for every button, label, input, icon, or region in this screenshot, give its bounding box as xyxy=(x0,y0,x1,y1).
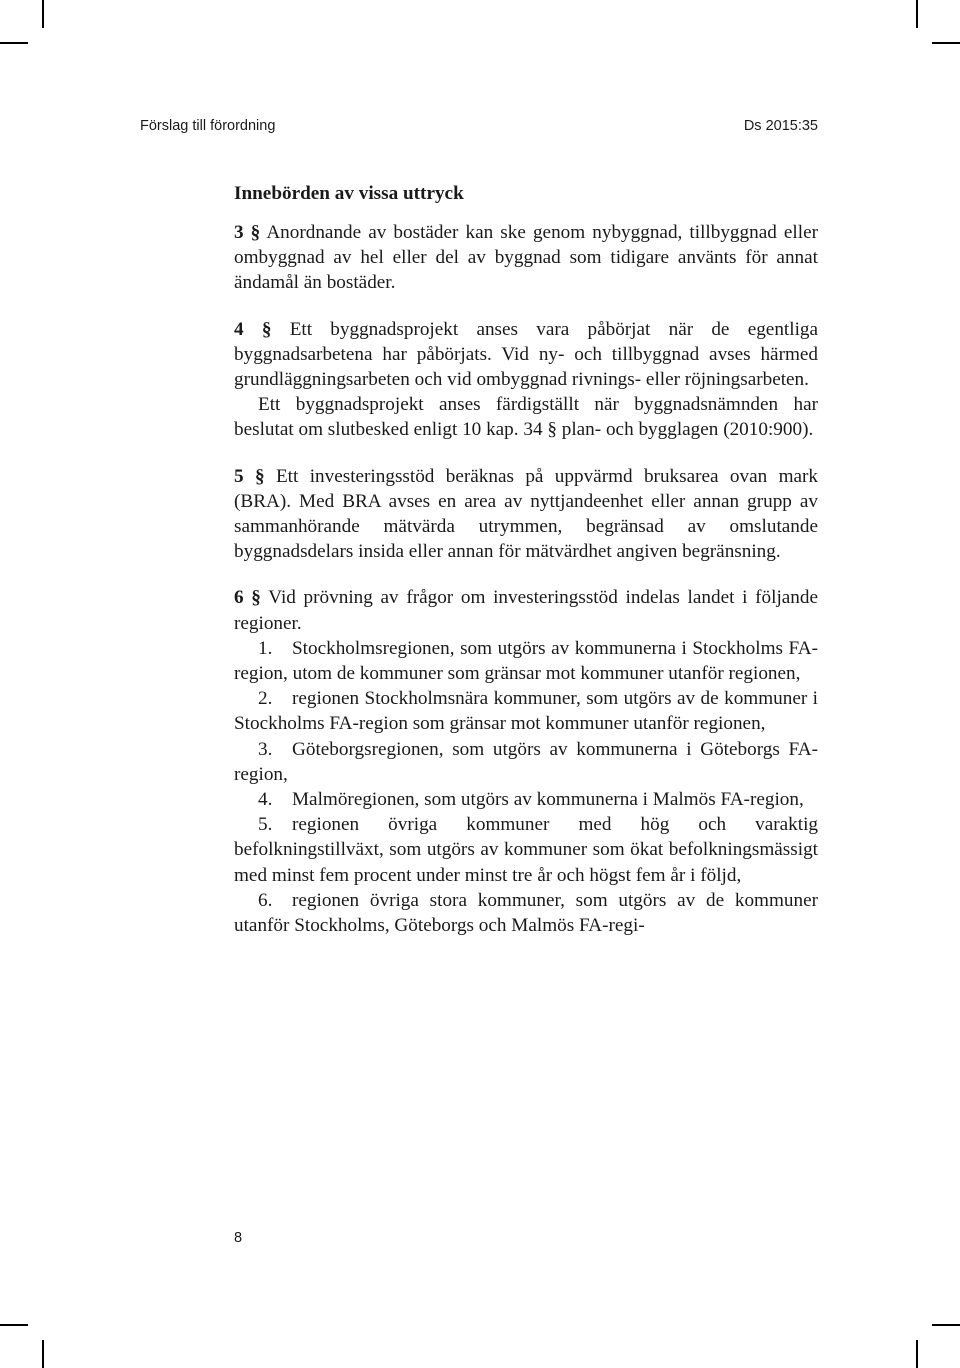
document-body xyxy=(234,180,818,938)
region-list-text-4: Malmöregionen, som utgörs av kommunerna i Malmös FA-region, xyxy=(292,789,804,811)
region-list-number-3: 3. xyxy=(258,738,273,760)
crop-mark-bottom-left-horizontal xyxy=(0,1324,28,1326)
section-heading: Innebörden av vissa uttryck xyxy=(234,183,464,204)
section-3-number: 3 § xyxy=(234,222,261,243)
crop-mark-top-left-horizontal xyxy=(0,42,28,44)
crop-mark-bottom-right-vertical xyxy=(916,1340,918,1368)
section-4-number: 4 § xyxy=(234,318,272,340)
region-list-number-6: 6. xyxy=(258,889,273,911)
crop-mark-top-left-vertical xyxy=(42,0,44,28)
region-list-text-5: regionen övriga kommuner med hög och varaktig befolkningstillväxt, som utgörs av kommuner som ökat befolkningsmässigt med minst fem procent under minst tre år och högst fem år i följd, xyxy=(234,814,818,886)
page-number: 8 xyxy=(234,1230,243,1246)
region-list-item-6 xyxy=(234,888,818,938)
section-4-paragraph-2: Ett byggnadsprojekt anses färdigställt när byggnadsnämnden har beslutat om slutbesked enligt 10 kap. 34 § plan- och bygglagen (2010:900). xyxy=(234,394,818,441)
section-4-text-1: Ett byggnadsprojekt anses vara påbörjat när de egentliga byggnadsarbetena har påbörjats. Vid ny- och tillbyggnad avses härmed grundläggningsarbeten och vid ombyggnad rivnings- eller röjningsarbeten. xyxy=(234,318,819,391)
region-list-text-3: Göteborgsregionen, som utgörs av kommunerna i Göteborgs FA-region, xyxy=(234,738,818,785)
section-6-number: 6 § xyxy=(234,587,261,609)
section-6-text-1: Vid prövning av frågor om investeringsstöd indelas landet i följande regioner. xyxy=(234,587,818,634)
region-list-item-1 xyxy=(234,636,818,686)
section-3-text-1: Anordnande av bostäder kan ske genom nybyggnad, tillbyggnad eller ombyggnad av hel eller del av byggnad som tidigare använts för annat ändamål än bostäder. xyxy=(234,222,818,294)
region-list-number-2: 2. xyxy=(258,688,273,710)
section-5-paragraph-1 xyxy=(234,464,818,565)
section-5-text-1: Ett investeringsstöd beräknas på uppvärmd bruksarea ovan mark (BRA). Med BRA avses en area av nyttjandeenhet eller annan grupp av sammanhörande mätvärda utrymmen, begränsad av omslutande byggnadsdelars insida eller annan för mätvärdhet angiven begränsning. xyxy=(234,465,819,563)
region-list-item-5 xyxy=(234,812,818,888)
crop-mark-bottom-left-vertical xyxy=(42,1340,44,1368)
region-list-number-4: 4. xyxy=(258,789,273,811)
crop-mark-top-right-horizontal xyxy=(932,42,960,44)
running-header xyxy=(140,118,818,134)
section-6-paragraph-1 xyxy=(234,585,818,635)
region-list-item-2 xyxy=(234,686,818,736)
section-3-paragraph-1 xyxy=(234,220,818,296)
crop-mark-bottom-right-horizontal xyxy=(932,1324,960,1326)
region-list-item-4 xyxy=(234,787,818,812)
region-list-text-1: Stockholmsregionen, som utgörs av kommunerna i Stockholms FA-region, utom de kommuner som gränsar mot kommuner utanför regionen, xyxy=(234,637,818,685)
header-title: Förslag till förordning xyxy=(140,118,276,134)
region-list-text-2: regionen Stockholmsnära kommuner, som utgörs av de kommuner i Stockholms FA-region som gränsar mot kommuner utanför regionen, xyxy=(234,688,818,735)
region-list-item-3 xyxy=(234,737,818,787)
section-5-number: 5 § xyxy=(234,465,265,487)
region-list-number-1: 1. xyxy=(258,637,273,659)
crop-mark-top-right-vertical xyxy=(916,0,918,28)
region-list-number-5: 5. xyxy=(258,814,273,836)
header-document-id: Ds 2015:35 xyxy=(743,118,818,134)
section-4-paragraph-1 xyxy=(234,317,818,393)
region-list-text-6: regionen övriga stora kommuner, som utgörs av de kommuner utanför Stockholms, Göteborgs och Malmös FA-regi- xyxy=(234,889,818,937)
